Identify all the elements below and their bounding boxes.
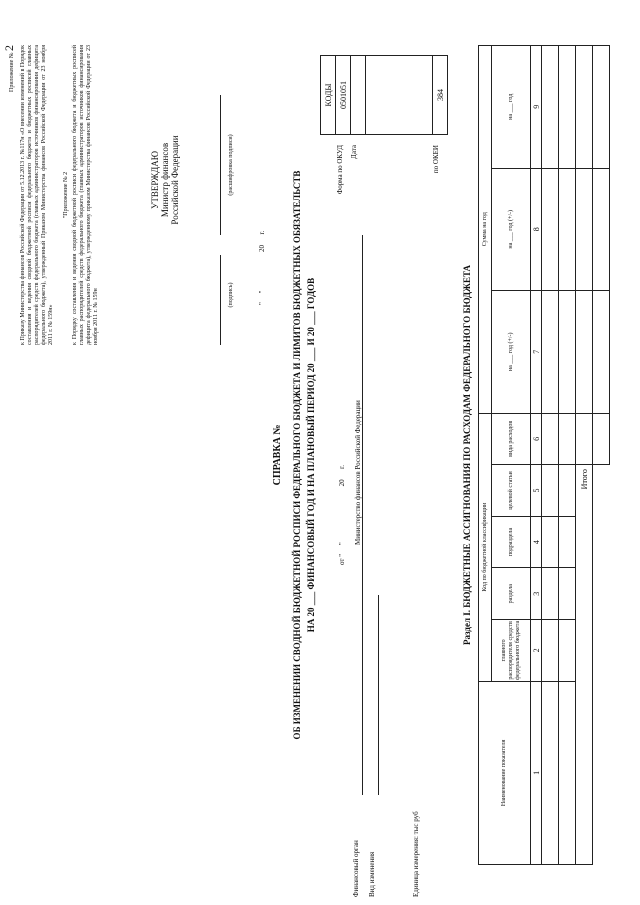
table-row	[593, 46, 610, 865]
codes-header: КОДЫ	[321, 56, 336, 135]
total-label: Итого	[576, 465, 593, 865]
col-vr: вида расходов	[492, 413, 531, 465]
table-row	[559, 46, 576, 865]
appendix-title: Приложение №	[9, 52, 15, 92]
codes-table	[320, 55, 448, 135]
table-cell	[593, 465, 610, 865]
okei-label: по ОКЕИ	[432, 145, 440, 174]
col-y3: на ___ год	[492, 46, 531, 169]
table-cell	[593, 413, 610, 465]
col-y1: на ___ год (+/-)	[492, 291, 531, 413]
signature-label: (подпись)	[228, 282, 234, 308]
fin-organ-label: Финансовый орган	[352, 840, 360, 897]
table-cell	[559, 681, 576, 864]
appendix-note-2-title: "Приложение № 2	[63, 171, 69, 219]
approval-block	[150, 65, 180, 295]
num-6: 6	[531, 413, 542, 465]
unit-label: Единица измерения: тыс руб	[412, 811, 420, 897]
table-cell	[576, 46, 593, 169]
col-name: Наименование показателя	[479, 681, 531, 864]
num-4: 4	[531, 516, 542, 568]
date-label: Дата	[350, 145, 358, 159]
appendix-number: 2	[2, 45, 16, 51]
table-cell	[559, 168, 576, 290]
table-cell	[593, 168, 610, 290]
table-cell	[542, 681, 559, 864]
decode-label: (расшифровка подписи)	[228, 134, 234, 196]
table-cell	[542, 620, 559, 682]
fin-organ-line	[362, 235, 363, 795]
table-cell	[559, 465, 576, 517]
col-y2: на ___ год (+/-)	[492, 168, 531, 290]
table-row	[542, 46, 559, 865]
approve-line-2: Российской Федерации	[170, 135, 180, 225]
codes-blank	[366, 56, 433, 135]
num-7: 7	[531, 291, 542, 413]
date-value	[351, 56, 366, 135]
num-8: 8	[531, 168, 542, 290]
decode-line	[220, 95, 221, 235]
appendix-note-1: к Приказу Министерства финансов Российской Федерации от 5.12.2013 г. №117н «О внесении изменений в Порядок составления и ведения сводной бюджетной росписи федерального бюджета и бюджетных росписей главных распорядителей средств федерального бюджета (главных администраторов источников финансирования дефицита федерального бюджета), утвержденный Приказом Министерства финансов Российской Федерации от 23 ноября 2011 г. № 159н»	[20, 45, 54, 345]
allocations-table	[478, 45, 610, 865]
table-cell	[542, 291, 559, 413]
doc-period: НА 20 ___ ФИНАНСОВЫЙ ГОД И НА ПЛАНОВЫЙ ПЕРИОД 20 ___ И 20 ___ ГОДОВ	[306, 277, 316, 633]
signature-line	[220, 255, 221, 345]
table-cell	[542, 46, 559, 169]
num-3: 3	[531, 568, 542, 620]
change-type-line	[378, 595, 379, 795]
table-cell	[559, 413, 576, 465]
table-cell	[542, 516, 559, 568]
table-cell	[559, 291, 576, 413]
table-cell	[593, 291, 610, 413]
num-2: 2	[531, 620, 542, 682]
col-sum-group: Сумма на год	[479, 46, 492, 414]
table-cell	[576, 168, 593, 290]
table-cell	[542, 168, 559, 290]
total-row	[576, 46, 593, 865]
okud-value: 0501051	[336, 56, 351, 135]
table-cell	[542, 568, 559, 620]
doc-subtitle: ОБ ИЗМЕНЕНИИ СВОДНОЙ БЮДЖЕТНОЙ РОСПИСИ ФЕДЕРАЛЬНОГО БЮДЖЕТА И ЛИМИТОВ БЮДЖЕТНЫХ ОБЯЗАТЕЛЬСТВ	[292, 170, 302, 740]
number-row	[531, 46, 542, 865]
appendix-header	[2, 45, 100, 345]
section-title: Раздел I. БЮДЖЕТНЫЕ АССИГНОВАНИЯ ПО РАСХОДАМ ФЕДЕРАЛЬНОГО БЮДЖЕТА	[462, 264, 472, 646]
ministry-name: Министерство финансов Российской Федерации	[354, 400, 362, 545]
approve-heading: УТВЕРЖДАЮ	[150, 151, 160, 210]
table-cell	[542, 413, 559, 465]
num-1: 1	[531, 681, 542, 864]
appendix-note-2: к Порядку составления и ведения сводной бюджетной росписи федерального бюджета и бюджетных росписей главных распорядителей средств федерального бюджета (главных администраторов источников финансирования дефицита федерального бюджета), утвержденному приказом Министерства финансов Российской Федерации от 23 ноября 2011 г. № 159н	[72, 45, 99, 345]
okud-label: Форма по ОКУД	[336, 145, 344, 195]
table-cell	[559, 516, 576, 568]
table-cell	[559, 620, 576, 682]
table-cell	[576, 291, 593, 413]
col-razdel: раздела	[492, 568, 531, 620]
col-cs: целевой статьи	[492, 465, 531, 517]
approval-date: " " 20 г.	[258, 230, 266, 305]
col-podrazdel: подраздела	[492, 516, 531, 568]
doc-title: СПРАВКА №	[272, 424, 283, 486]
table-cell	[576, 413, 593, 465]
num-5: 5	[531, 465, 542, 517]
change-type-label: Вид изменения	[368, 851, 376, 897]
okei-value: 384	[433, 56, 448, 135]
num-9: 9	[531, 46, 542, 169]
approve-line-1: Министр финансов	[160, 142, 170, 218]
table-cell	[593, 46, 610, 169]
doc-date-line: от " " 20 г.	[338, 464, 346, 565]
col-code-group: Код по бюджетной классификации	[479, 413, 492, 681]
table-cell	[559, 568, 576, 620]
table-cell	[559, 46, 576, 169]
table-cell	[542, 465, 559, 517]
col-grbs: главного распорядителя средств федерального бюджета	[492, 620, 531, 682]
